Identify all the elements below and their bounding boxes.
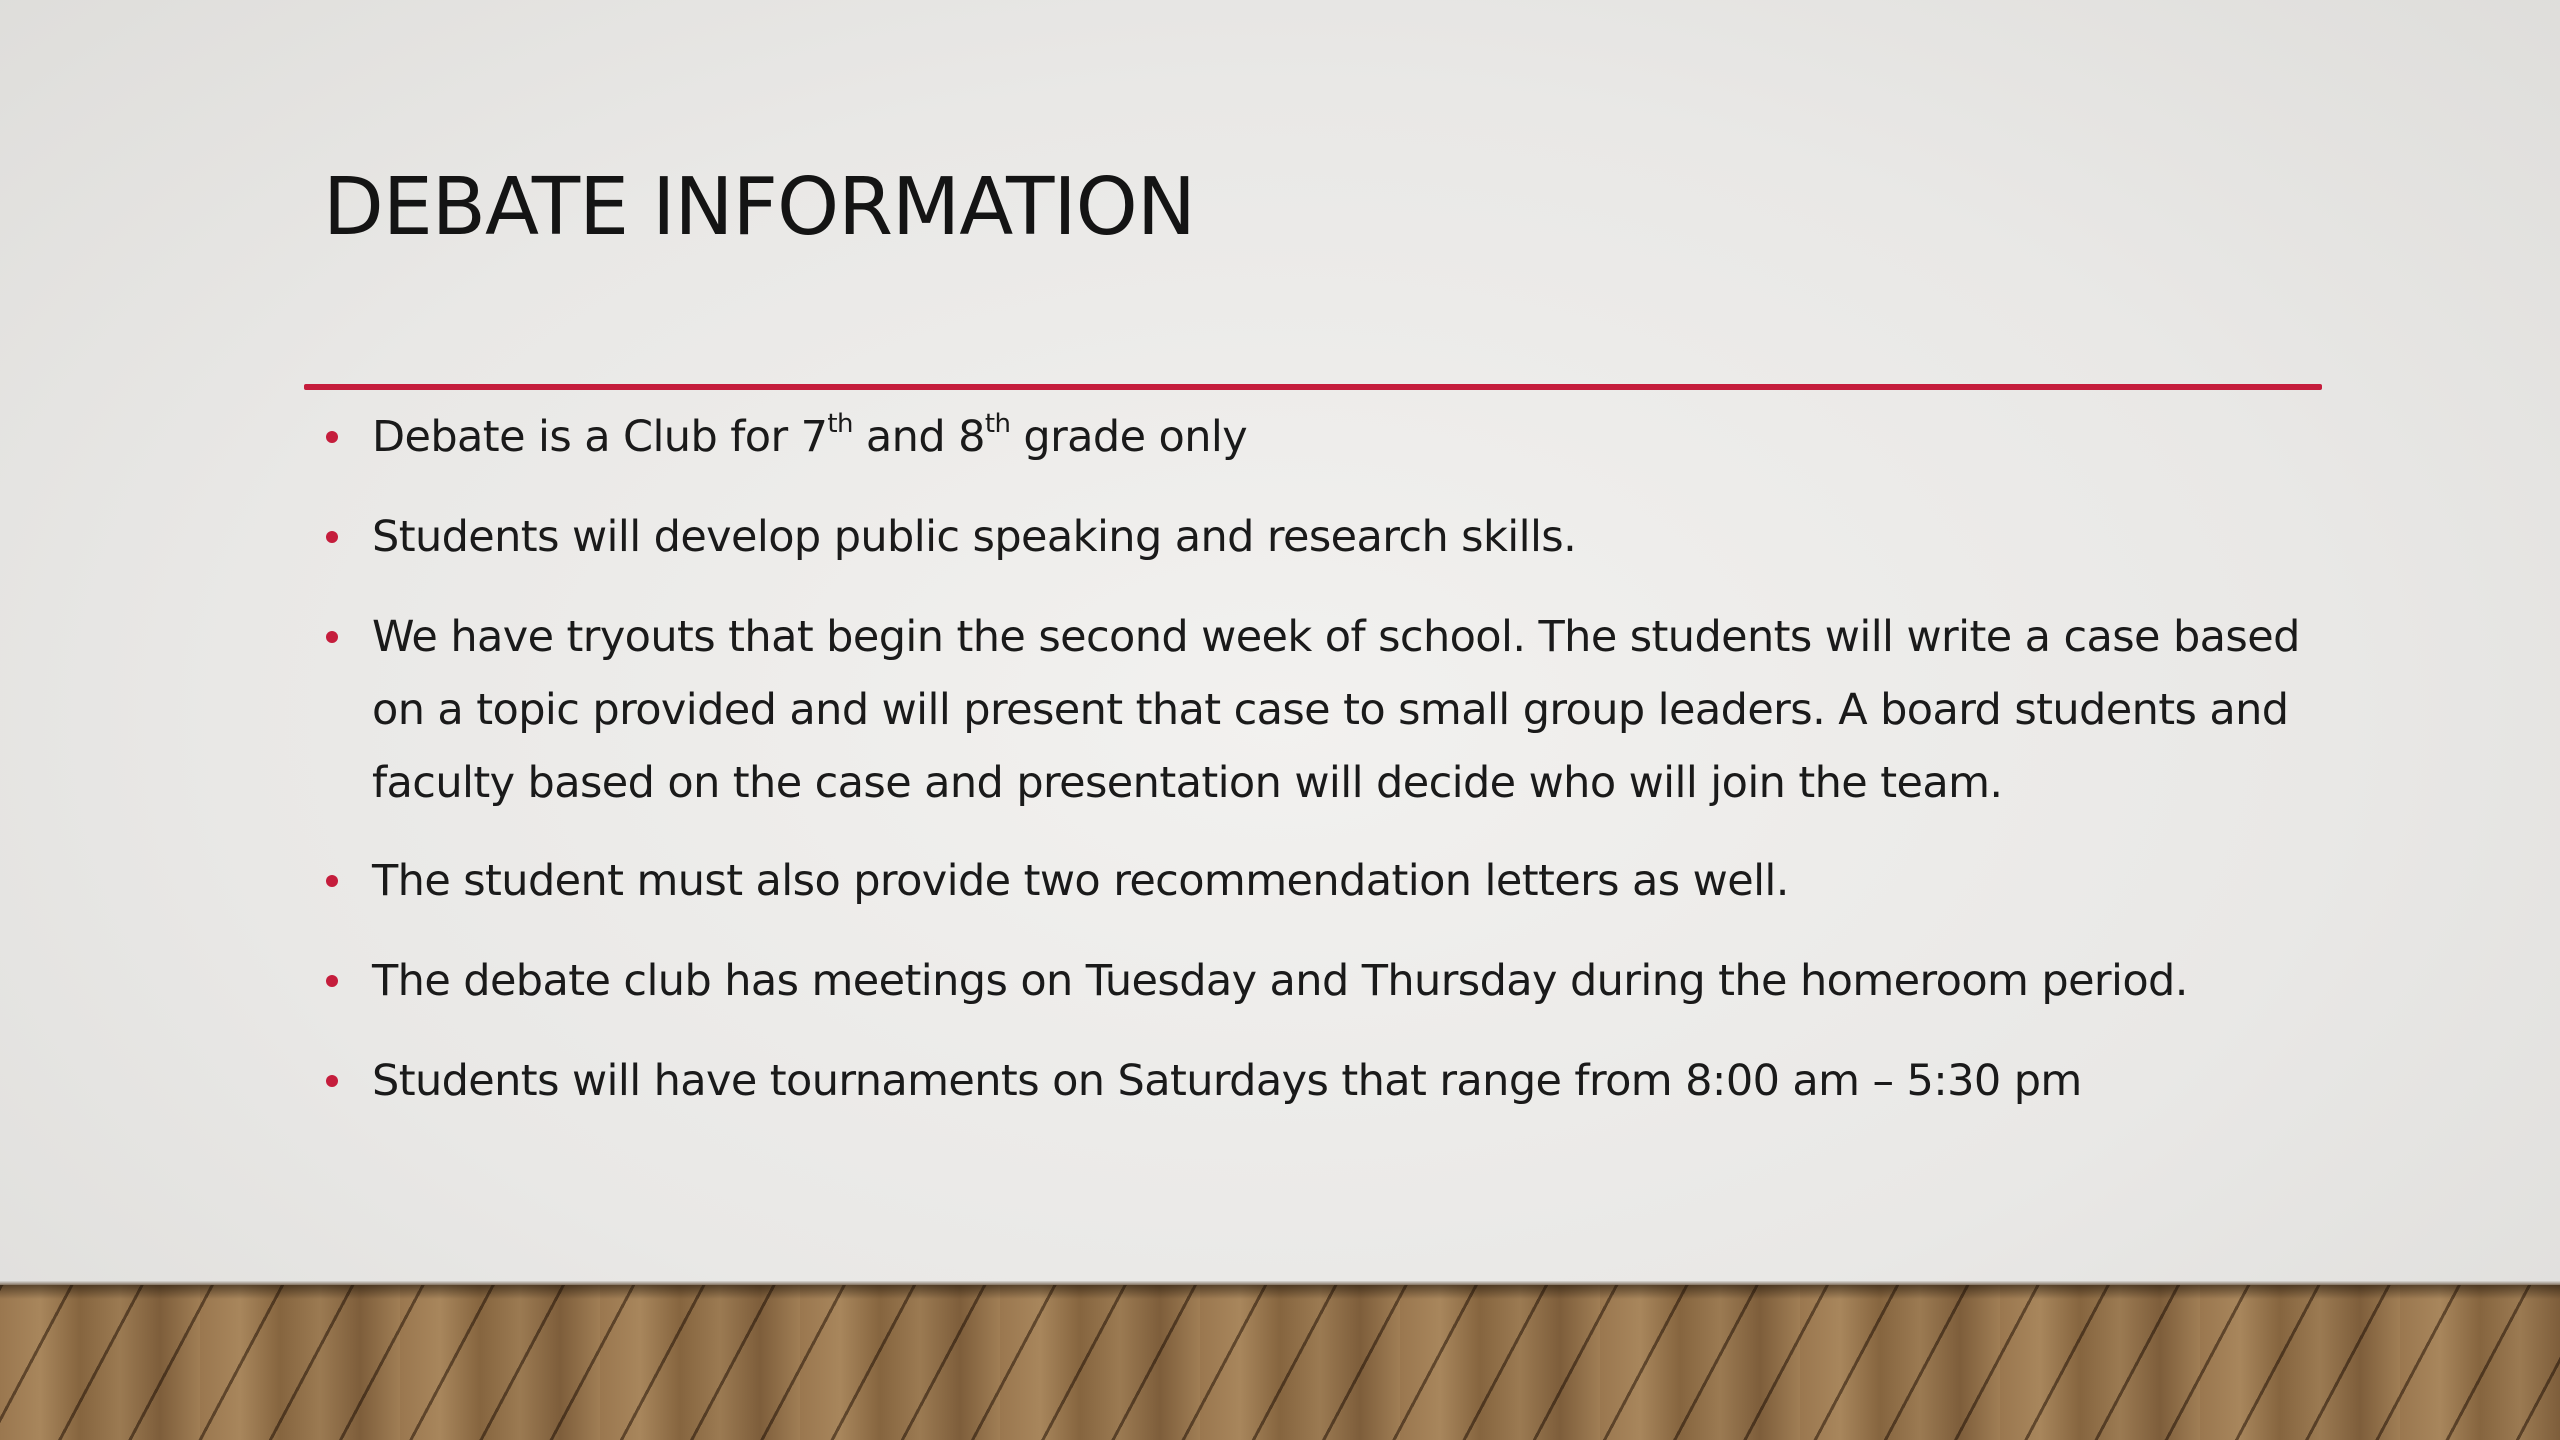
bullet-marker (326, 431, 338, 443)
bullet-marker (326, 975, 338, 987)
title-divider (304, 384, 2322, 390)
slide-title: DEBATE INFORMATION (323, 161, 1195, 253)
bullet-item-meetings: The debate club has meetings on Tuesday and Thursday during the homeroom period. (372, 956, 2188, 1006)
bullet-item-tryouts (372, 601, 2312, 820)
bullet-line: on a topic provided and will present that case to small group leaders. A board students and (372, 685, 2289, 735)
bullet-marker (326, 631, 338, 643)
bullet-item-letters: The student must also provide two recommendation letters as well. (372, 856, 1789, 906)
bullet-line: We have tryouts that begin the second week of school. The students will write a case based (372, 612, 2300, 662)
bullet-item-skills: Students will develop public speaking and research skills. (372, 512, 1577, 562)
bullet-marker (326, 531, 338, 543)
bullet-marker (326, 875, 338, 887)
bullet-line: faculty based on the case and presentation will decide who will join the team. (372, 758, 2003, 808)
bullet-item-tournaments: Students will have tournaments on Saturdays that range from 8:00 am – 5:30 pm (372, 1056, 2082, 1106)
bullet-marker (326, 1075, 338, 1087)
wood-floor-background (0, 1285, 2560, 1440)
bullet-item-club: Debate is a Club for 7th and 8th grade only (372, 408, 1248, 462)
